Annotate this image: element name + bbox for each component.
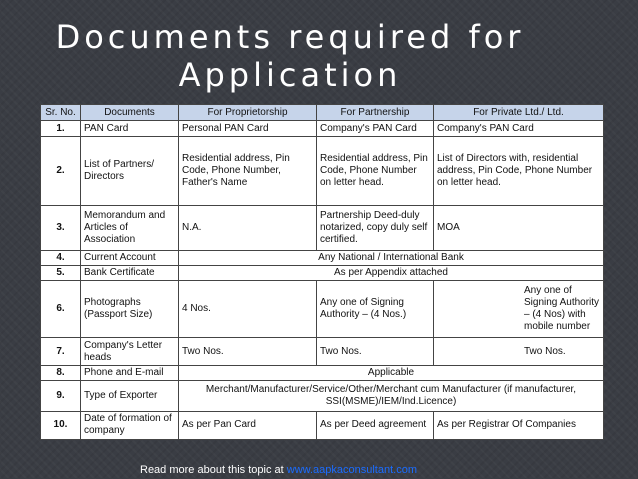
cell-merged: Applicable <box>179 365 604 380</box>
table-header-row <box>41 105 604 121</box>
cell-proprietorship: 4 Nos. <box>179 281 317 338</box>
cell-partnership: As per Deed agreement <box>317 411 434 440</box>
cell-sr: 4. <box>41 251 81 266</box>
cell-proprietorship: Two Nos. <box>179 338 317 365</box>
table-row <box>41 365 604 380</box>
cell-merged: Merchant/Manufacturer/Service/Other/Merchant cum Manufacturer (if manufacturer, SSI(MSME)/IEM/Ind.Licence) <box>179 381 604 411</box>
cell-document: Memorandum and Articles of Association <box>81 206 179 251</box>
cell-document: Bank Certificate <box>81 266 179 281</box>
cell-sr: 9. <box>41 381 81 411</box>
table-row <box>41 281 604 338</box>
cell-merged: As per Appendix attached <box>179 266 604 281</box>
cell-sr: 10. <box>41 411 81 440</box>
table-row <box>41 206 604 251</box>
footer-link[interactable]: www.aapkaconsultant.com <box>286 464 417 476</box>
cell-private-ltd: List of Directors with, residential address, Pin Code, Phone Number on letter head. <box>434 137 604 206</box>
cell-document: Date of formation of company <box>81 411 179 440</box>
table-row <box>41 338 604 365</box>
cell-partnership: Residential address, Pin Code, Phone Number on letter head. <box>317 137 434 206</box>
cell-private-ltd: Company's PAN Card <box>434 121 604 137</box>
table-row <box>41 251 604 266</box>
cell-merged: Any National / International Bank <box>179 251 604 266</box>
header-documents: Documents <box>81 105 179 121</box>
cell-document: List of Partners/ Directors <box>81 137 179 206</box>
footer-note <box>140 464 417 476</box>
cell-sr: 2. <box>41 137 81 206</box>
header-partnership: For Partnership <box>317 105 434 121</box>
cell-proprietorship: N.A. <box>179 206 317 251</box>
cell-document: Type of Exporter <box>81 381 179 411</box>
cell-document: PAN Card <box>81 121 179 137</box>
cell-sr: 6. <box>41 281 81 338</box>
slide-title <box>40 18 540 94</box>
header-sr-no: Sr. No. <box>41 105 81 121</box>
cell-partnership: Two Nos. <box>317 338 434 365</box>
cell-sr: 7. <box>41 338 81 365</box>
title-line-1: Documents required for <box>55 18 525 56</box>
cell-private-ltd: As per Registrar Of Companies <box>434 411 604 440</box>
cell-proprietorship: Residential address, Pin Code, Phone Number, Father's Name <box>179 137 317 206</box>
cell-sr: 1. <box>41 121 81 137</box>
cell-partnership: Company's PAN Card <box>317 121 434 137</box>
documents-table-container <box>40 104 603 440</box>
table-row <box>41 381 604 411</box>
cell-sr: 5. <box>41 266 81 281</box>
table-row <box>41 266 604 281</box>
table-row <box>41 411 604 440</box>
cell-document: Phone and E-mail <box>81 365 179 380</box>
cell-proprietorship: Personal PAN Card <box>179 121 317 137</box>
cell-partnership: Partnership Deed-duly notarized, copy duly self certified. <box>317 206 434 251</box>
cell-private-ltd: Any one of Signing Authority – (4 Nos) with mobile number <box>434 281 604 338</box>
cell-document: Photographs (Passport Size) <box>81 281 179 338</box>
cell-sr: 8. <box>41 365 81 380</box>
header-private-ltd: For Private Ltd./ Ltd. <box>434 105 604 121</box>
documents-table <box>40 104 604 440</box>
cell-private-ltd: MOA <box>434 206 604 251</box>
cell-sr: 3. <box>41 206 81 251</box>
header-proprietorship: For Proprietorship <box>179 105 317 121</box>
cell-partnership: Any one of Signing Authority – (4 Nos.) <box>317 281 434 338</box>
cell-document: Current Account <box>81 251 179 266</box>
cell-proprietorship: As per Pan Card <box>179 411 317 440</box>
title-line-2: Application <box>178 56 402 94</box>
table-row <box>41 121 604 137</box>
cell-document: Company's Letter heads <box>81 338 179 365</box>
footer-text: Read more about this topic at <box>140 464 287 476</box>
cell-private-ltd: Two Nos. <box>434 338 604 365</box>
table-row <box>41 137 604 206</box>
